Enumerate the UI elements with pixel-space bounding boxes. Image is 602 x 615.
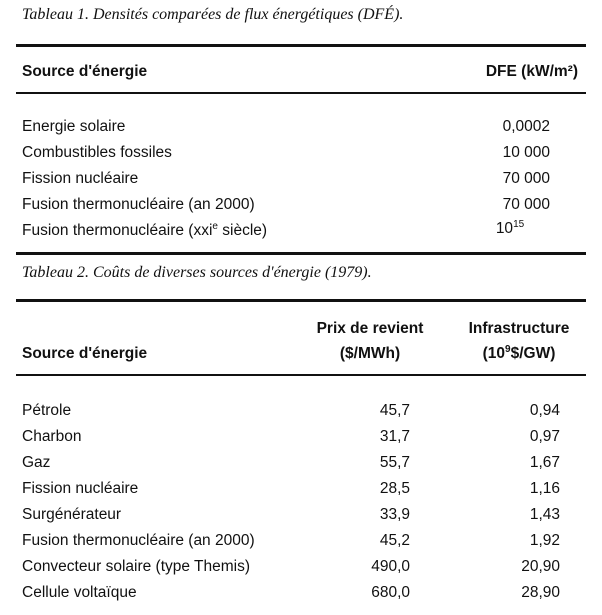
table2-header-prix-line1: Prix de revient	[316, 320, 424, 337]
table2-row-infra: 0,94	[529, 402, 560, 419]
table2-row-source: Fission nucléaire	[22, 480, 139, 497]
unit-exponent: 9	[505, 343, 511, 355]
ordinal-superscript: e	[212, 220, 218, 232]
table2-row-infra: 20,90	[521, 558, 560, 575]
unit-text: $/GW)	[510, 345, 556, 362]
table2-row-prix: 45,2	[379, 532, 410, 549]
table1-row-dfe: 10 000	[502, 144, 550, 161]
table2-row-source: Pétrole	[22, 402, 72, 419]
source-text: siècle)	[217, 222, 268, 239]
table1-caption: Tableau 1. Densités comparées de flux énergétiques (DFÉ).	[22, 6, 404, 23]
table2-row-prix: 490,0	[371, 558, 410, 575]
table2-header-rule	[16, 374, 586, 376]
table2-row-source: Gaz	[22, 454, 51, 471]
table2-header-prix-line2: ($/MWh)	[339, 345, 401, 362]
table1-row-source: Combustibles fossiles	[22, 144, 172, 161]
table1-row-dfe: 70 000	[502, 196, 550, 213]
table2-row-prix: 680,0	[371, 584, 410, 601]
table2-caption: Tableau 2. Coûts de diverses sources d'énergie (1979).	[22, 264, 372, 281]
table2-header-source: Source d'énergie	[22, 345, 148, 362]
table1-top-rule	[16, 44, 586, 47]
table2-row-source: Surgénérateur	[22, 506, 122, 523]
power-exponent: 15	[513, 218, 525, 230]
table2-row-infra: 28,90	[521, 584, 560, 601]
table1-bottom-rule	[16, 252, 586, 255]
table2-row-infra: 0,97	[529, 428, 560, 445]
table1-row-source: Energie solaire	[22, 118, 126, 135]
table2-row-infra: 1,16	[529, 480, 560, 497]
table2-row-source: Cellule voltaïque	[22, 584, 137, 601]
table2-row-infra: 1,92	[529, 532, 560, 549]
table2-row-source: Fusion thermonucléaire (an 2000)	[22, 532, 255, 549]
table2-row-prix: 45,7	[379, 402, 410, 419]
table2-row-infra: 1,43	[529, 506, 560, 523]
table2-row-prix: 33,9	[379, 506, 410, 523]
table1-header-source: Source d'énergie	[22, 63, 148, 80]
table1-row-dfe	[470, 220, 550, 238]
table1-header-dfe: DFE (kW/m²)	[485, 63, 578, 80]
table2-top-rule	[16, 299, 586, 302]
table2-row-source: Convecteur solaire (type Themis)	[22, 558, 250, 575]
table2-header-infra-line2	[444, 345, 594, 363]
table1-row-source: Fission nucléaire	[22, 170, 139, 187]
source-text: Fusion thermonucléaire (xxi	[22, 222, 213, 239]
table2-row-prix: 31,7	[379, 428, 410, 445]
table2-row-infra: 1,67	[529, 454, 560, 471]
table2-row-source: Charbon	[22, 428, 82, 445]
table2-row-prix: 55,7	[379, 454, 410, 471]
table1-header-rule	[16, 92, 586, 94]
table1-row-source: Fusion thermonucléaire (an 2000)	[22, 196, 255, 213]
table2-row-prix: 28,5	[379, 480, 410, 497]
power-base: 10	[495, 220, 514, 237]
table1-row-source	[22, 222, 267, 240]
table1-row-dfe: 0,0002	[502, 118, 550, 135]
table1-row-dfe: 70 000	[502, 170, 550, 187]
table2-header-infra-line1: Infrastructure	[468, 320, 570, 337]
unit-text: (10	[482, 345, 506, 362]
